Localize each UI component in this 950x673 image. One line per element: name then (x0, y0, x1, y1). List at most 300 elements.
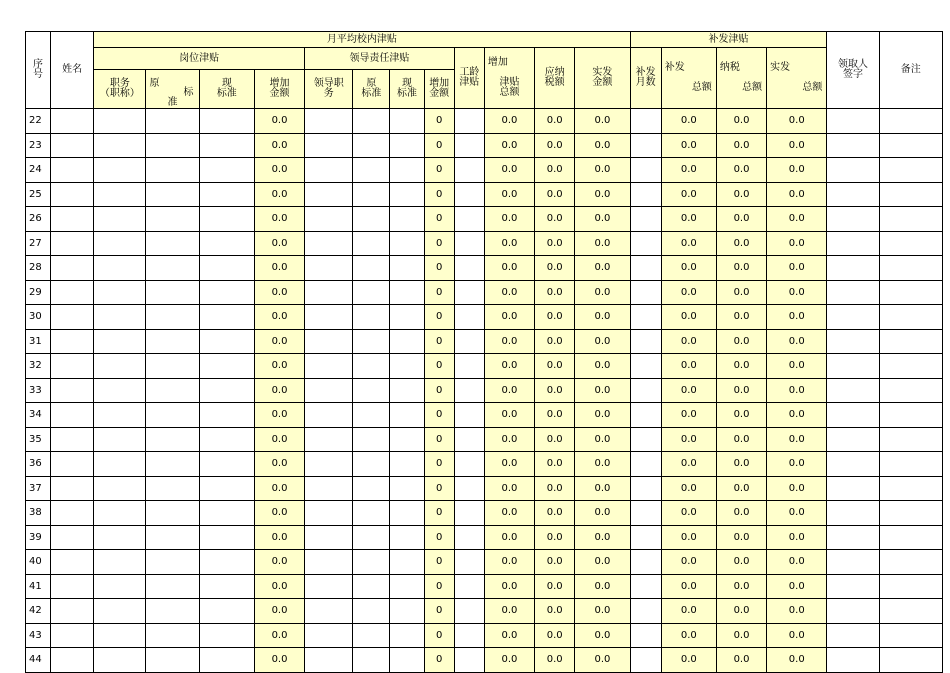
cell-taxable: 0.0 (535, 231, 575, 256)
cell-leader-current[interactable] (390, 182, 424, 207)
cell-leader-position[interactable] (305, 648, 353, 673)
cell-leader-orig[interactable] (353, 403, 390, 428)
cell-backpay-months[interactable] (630, 158, 661, 183)
cell-post-rank[interactable] (94, 427, 146, 452)
cell-backpay-total: 0.0 (661, 109, 716, 134)
cell-backpay-months[interactable] (630, 525, 661, 550)
cell-post-rank[interactable] (94, 574, 146, 599)
cell-post-orig[interactable] (146, 623, 199, 648)
cell-backpay-months[interactable] (630, 182, 661, 207)
cell-name[interactable] (51, 133, 94, 158)
cell-signature[interactable] (827, 525, 879, 550)
cell-actual: 0.0 (575, 623, 630, 648)
cell-backpay-months[interactable] (630, 305, 661, 330)
cell-tax-total: 0.0 (716, 550, 766, 575)
cell-remarks[interactable] (879, 648, 942, 673)
cell-post-orig[interactable] (146, 207, 199, 232)
cell-remarks[interactable] (879, 158, 942, 183)
cell-leader-current[interactable] (390, 231, 424, 256)
cell-name[interactable] (51, 550, 94, 575)
cell-leader-position[interactable] (305, 574, 353, 599)
cell-leader-orig[interactable] (353, 623, 390, 648)
cell-actual: 0.0 (575, 648, 630, 673)
cell-actual-total: 0.0 (767, 623, 827, 648)
cell-seniority[interactable] (454, 574, 484, 599)
cell-leader-current[interactable] (390, 378, 424, 403)
cell-post-orig[interactable] (146, 378, 199, 403)
cell-signature[interactable] (827, 427, 879, 452)
cell-leader-position[interactable] (305, 329, 353, 354)
cell-seniority[interactable] (454, 329, 484, 354)
cell-remarks[interactable] (879, 280, 942, 305)
cell-signature[interactable] (827, 207, 879, 232)
cell-leader-current[interactable] (390, 623, 424, 648)
cell-backpay-total: 0.0 (661, 182, 716, 207)
cell-post-orig[interactable] (146, 599, 199, 624)
cell-name[interactable] (51, 648, 94, 673)
cell-backpay-months[interactable] (630, 280, 661, 305)
cell-backpay-months[interactable] (630, 256, 661, 281)
cell-post-orig[interactable] (146, 476, 199, 501)
cell-remarks[interactable] (879, 231, 942, 256)
cell-post-current[interactable] (199, 378, 254, 403)
cell-post-rank[interactable] (94, 501, 146, 526)
cell-name[interactable] (51, 329, 94, 354)
cell-leader-orig[interactable] (353, 648, 390, 673)
cell-backpay-months[interactable] (630, 550, 661, 575)
cell-post-current[interactable] (199, 452, 254, 477)
cell-name[interactable] (51, 256, 94, 281)
cell-signature[interactable] (827, 231, 879, 256)
cell-leader-position[interactable] (305, 599, 353, 624)
cell-name[interactable] (51, 354, 94, 379)
cell-signature[interactable] (827, 648, 879, 673)
cell-post-current[interactable] (199, 207, 254, 232)
cell-taxable: 0.0 (535, 305, 575, 330)
cell-post-current[interactable] (199, 256, 254, 281)
cell-signature[interactable] (827, 501, 879, 526)
cell-leader-position[interactable] (305, 256, 353, 281)
cell-leader-current[interactable] (390, 452, 424, 477)
cell-actual: 0.0 (575, 403, 630, 428)
cell-leader-orig[interactable] (353, 256, 390, 281)
cell-post-rank[interactable] (94, 648, 146, 673)
cell-backpay-months[interactable] (630, 109, 661, 134)
header-post-orig-c: 准 (167, 97, 178, 109)
cell-backpay-months[interactable] (630, 231, 661, 256)
cell-post-orig[interactable] (146, 550, 199, 575)
cell-backpay-months[interactable] (630, 574, 661, 599)
cell-seniority[interactable] (454, 133, 484, 158)
cell-post-increase: 0.0 (254, 158, 304, 183)
cell-post-orig[interactable] (146, 648, 199, 673)
cell-actual-total: 0.0 (767, 329, 827, 354)
cell-signature[interactable] (827, 354, 879, 379)
cell-post-orig[interactable] (146, 403, 199, 428)
cell-seniority[interactable] (454, 427, 484, 452)
cell-increase-total: 0.0 (484, 109, 534, 134)
cell-actual-total: 0.0 (767, 476, 827, 501)
cell-leader-current[interactable] (390, 648, 424, 673)
cell-tax-total: 0.0 (716, 476, 766, 501)
header-post-orig-a: 原 (149, 78, 160, 90)
cell-seniority[interactable] (454, 305, 484, 330)
cell-backpay-months[interactable] (630, 329, 661, 354)
cell-post-rank[interactable] (94, 158, 146, 183)
cell-leader-orig[interactable] (353, 109, 390, 134)
cell-seq: 39 (26, 525, 51, 550)
cell-seniority[interactable] (454, 207, 484, 232)
cell-post-current[interactable] (199, 574, 254, 599)
cell-name[interactable] (51, 305, 94, 330)
cell-post-orig[interactable] (146, 256, 199, 281)
cell-leader-position[interactable] (305, 550, 353, 575)
cell-remarks[interactable] (879, 574, 942, 599)
cell-post-current[interactable] (199, 623, 254, 648)
cell-leader-position[interactable] (305, 207, 353, 232)
cell-post-increase: 0.0 (254, 207, 304, 232)
cell-post-current[interactable] (199, 550, 254, 575)
cell-name[interactable] (51, 452, 94, 477)
cell-leader-orig[interactable] (353, 525, 390, 550)
cell-post-rank[interactable] (94, 403, 146, 428)
cell-name[interactable] (51, 378, 94, 403)
cell-name[interactable] (51, 158, 94, 183)
cell-name[interactable] (51, 403, 94, 428)
cell-leader-position[interactable] (305, 305, 353, 330)
cell-post-orig[interactable] (146, 452, 199, 477)
cell-post-orig[interactable] (146, 427, 199, 452)
cell-post-current[interactable] (199, 403, 254, 428)
cell-leader-position[interactable] (305, 354, 353, 379)
cell-actual-total: 0.0 (767, 403, 827, 428)
cell-signature[interactable] (827, 305, 879, 330)
cell-post-rank[interactable] (94, 133, 146, 158)
cell-leader-position[interactable] (305, 182, 353, 207)
cell-post-orig[interactable] (146, 525, 199, 550)
cell-remarks[interactable] (879, 452, 942, 477)
cell-name[interactable] (51, 207, 94, 232)
cell-actual-total: 0.0 (767, 231, 827, 256)
cell-post-rank[interactable] (94, 525, 146, 550)
cell-post-current[interactable] (199, 133, 254, 158)
cell-seniority[interactable] (454, 280, 484, 305)
cell-signature[interactable] (827, 623, 879, 648)
cell-post-rank[interactable] (94, 599, 146, 624)
cell-post-current[interactable] (199, 427, 254, 452)
cell-remarks[interactable] (879, 133, 942, 158)
cell-remarks[interactable] (879, 207, 942, 232)
cell-signature[interactable] (827, 452, 879, 477)
cell-leader-orig[interactable] (353, 452, 390, 477)
cell-leader-position[interactable] (305, 133, 353, 158)
cell-seq: 30 (26, 305, 51, 330)
cell-signature[interactable] (827, 476, 879, 501)
cell-backpay-months[interactable] (630, 354, 661, 379)
header-seniority: 工龄 津贴 (454, 48, 484, 109)
cell-post-current[interactable] (199, 525, 254, 550)
header-signature: 领取人 签字 (827, 32, 879, 109)
cell-leader-position[interactable] (305, 280, 353, 305)
allowance-sheet (25, 31, 943, 673)
table-row (26, 501, 943, 526)
cell-post-orig[interactable] (146, 354, 199, 379)
cell-post-rank[interactable] (94, 231, 146, 256)
cell-leader-position[interactable] (305, 525, 353, 550)
cell-leader-current[interactable] (390, 207, 424, 232)
cell-post-orig[interactable] (146, 231, 199, 256)
cell-leader-current[interactable] (390, 476, 424, 501)
cell-leader-orig[interactable] (353, 599, 390, 624)
cell-leader-orig[interactable] (353, 378, 390, 403)
cell-post-orig[interactable] (146, 329, 199, 354)
cell-seniority[interactable] (454, 256, 484, 281)
cell-seniority[interactable] (454, 378, 484, 403)
cell-remarks[interactable] (879, 427, 942, 452)
cell-signature[interactable] (827, 133, 879, 158)
cell-backpay-months[interactable] (630, 648, 661, 673)
cell-post-orig[interactable] (146, 133, 199, 158)
cell-remarks[interactable] (879, 550, 942, 575)
cell-seniority[interactable] (454, 231, 484, 256)
cell-signature[interactable] (827, 599, 879, 624)
cell-seniority[interactable] (454, 109, 484, 134)
cell-post-current[interactable] (199, 231, 254, 256)
cell-backpay-months[interactable] (630, 207, 661, 232)
cell-backpay-months[interactable] (630, 452, 661, 477)
cell-post-rank[interactable] (94, 305, 146, 330)
cell-signature[interactable] (827, 158, 879, 183)
cell-leader-current[interactable] (390, 574, 424, 599)
cell-seniority[interactable] (454, 550, 484, 575)
cell-backpay-months[interactable] (630, 133, 661, 158)
cell-leader-current[interactable] (390, 329, 424, 354)
cell-post-current[interactable] (199, 501, 254, 526)
cell-seniority[interactable] (454, 403, 484, 428)
cell-post-orig[interactable] (146, 109, 199, 134)
cell-post-rank[interactable] (94, 207, 146, 232)
cell-signature[interactable] (827, 256, 879, 281)
cell-leader-current[interactable] (390, 158, 424, 183)
cell-backpay-months[interactable] (630, 599, 661, 624)
cell-name[interactable] (51, 574, 94, 599)
cell-leader-current[interactable] (390, 525, 424, 550)
cell-signature[interactable] (827, 280, 879, 305)
cell-leader-orig[interactable] (353, 574, 390, 599)
cell-post-current[interactable] (199, 305, 254, 330)
cell-leader-position[interactable] (305, 452, 353, 477)
cell-remarks[interactable] (879, 182, 942, 207)
cell-leader-position[interactable] (305, 427, 353, 452)
cell-leader-orig[interactable] (353, 501, 390, 526)
cell-name[interactable] (51, 231, 94, 256)
cell-post-orig[interactable] (146, 574, 199, 599)
cell-post-increase: 0.0 (254, 231, 304, 256)
cell-backpay-months[interactable] (630, 378, 661, 403)
cell-actual-total: 0.0 (767, 648, 827, 673)
cell-leader-orig[interactable] (353, 280, 390, 305)
cell-post-orig[interactable] (146, 158, 199, 183)
cell-leader-current[interactable] (390, 550, 424, 575)
cell-post-current[interactable] (199, 158, 254, 183)
cell-seniority[interactable] (454, 599, 484, 624)
cell-seniority[interactable] (454, 354, 484, 379)
cell-leader-position[interactable] (305, 476, 353, 501)
cell-post-current[interactable] (199, 354, 254, 379)
cell-name[interactable] (51, 280, 94, 305)
cell-name[interactable] (51, 427, 94, 452)
cell-leader-orig[interactable] (353, 476, 390, 501)
cell-remarks[interactable] (879, 501, 942, 526)
cell-seq: 25 (26, 182, 51, 207)
cell-name[interactable] (51, 109, 94, 134)
cell-backpay-total: 0.0 (661, 648, 716, 673)
cell-leader-position[interactable] (305, 378, 353, 403)
cell-leader-position[interactable] (305, 623, 353, 648)
cell-remarks[interactable] (879, 378, 942, 403)
cell-actual: 0.0 (575, 158, 630, 183)
cell-post-current[interactable] (199, 476, 254, 501)
cell-post-rank[interactable] (94, 452, 146, 477)
cell-leader-increase: 0 (424, 648, 454, 673)
cell-post-orig[interactable] (146, 305, 199, 330)
cell-name[interactable] (51, 182, 94, 207)
cell-remarks[interactable] (879, 329, 942, 354)
cell-seq: 23 (26, 133, 51, 158)
cell-post-rank[interactable] (94, 256, 146, 281)
cell-post-rank[interactable] (94, 623, 146, 648)
cell-backpay-months[interactable] (630, 623, 661, 648)
cell-post-current[interactable] (199, 182, 254, 207)
cell-taxable: 0.0 (535, 280, 575, 305)
header-post-current: 现 标准 (199, 70, 254, 109)
cell-post-orig[interactable] (146, 280, 199, 305)
cell-seniority[interactable] (454, 476, 484, 501)
cell-post-rank[interactable] (94, 476, 146, 501)
cell-post-increase: 0.0 (254, 648, 304, 673)
cell-seniority[interactable] (454, 452, 484, 477)
cell-leader-current[interactable] (390, 256, 424, 281)
cell-signature[interactable] (827, 403, 879, 428)
cell-leader-position[interactable] (305, 158, 353, 183)
cell-post-current[interactable] (199, 329, 254, 354)
cell-seniority[interactable] (454, 648, 484, 673)
cell-leader-current[interactable] (390, 354, 424, 379)
cell-post-current[interactable] (199, 280, 254, 305)
cell-leader-position[interactable] (305, 109, 353, 134)
cell-post-current[interactable] (199, 648, 254, 673)
cell-post-rank[interactable] (94, 182, 146, 207)
cell-leader-orig[interactable] (353, 305, 390, 330)
cell-actual: 0.0 (575, 574, 630, 599)
cell-name[interactable] (51, 476, 94, 501)
cell-signature[interactable] (827, 329, 879, 354)
cell-leader-orig[interactable] (353, 354, 390, 379)
cell-leader-current[interactable] (390, 280, 424, 305)
cell-leader-current[interactable] (390, 305, 424, 330)
cell-post-orig[interactable] (146, 182, 199, 207)
cell-remarks[interactable] (879, 354, 942, 379)
cell-name[interactable] (51, 599, 94, 624)
cell-seniority[interactable] (454, 623, 484, 648)
cell-seniority[interactable] (454, 501, 484, 526)
cell-leader-current[interactable] (390, 427, 424, 452)
cell-signature[interactable] (827, 182, 879, 207)
cell-post-rank[interactable] (94, 378, 146, 403)
cell-leader-current[interactable] (390, 109, 424, 134)
cell-leader-orig[interactable] (353, 133, 390, 158)
cell-remarks[interactable] (879, 403, 942, 428)
cell-remarks[interactable] (879, 623, 942, 648)
cell-name[interactable] (51, 525, 94, 550)
cell-leader-current[interactable] (390, 133, 424, 158)
cell-increase-total: 0.0 (484, 403, 534, 428)
cell-post-increase: 0.0 (254, 476, 304, 501)
cell-leader-orig[interactable] (353, 207, 390, 232)
table-row (26, 305, 943, 330)
table-row (26, 231, 943, 256)
cell-post-orig[interactable] (146, 501, 199, 526)
cell-leader-orig[interactable] (353, 231, 390, 256)
cell-signature[interactable] (827, 550, 879, 575)
cell-leader-increase: 0 (424, 354, 454, 379)
cell-remarks[interactable] (879, 525, 942, 550)
cell-leader-orig[interactable] (353, 427, 390, 452)
cell-leader-orig[interactable] (353, 158, 390, 183)
cell-seniority[interactable] (454, 158, 484, 183)
cell-backpay-months[interactable] (630, 501, 661, 526)
cell-backpay-months[interactable] (630, 427, 661, 452)
cell-backpay-months[interactable] (630, 476, 661, 501)
cell-remarks[interactable] (879, 476, 942, 501)
cell-leader-current[interactable] (390, 403, 424, 428)
cell-post-rank[interactable] (94, 550, 146, 575)
cell-post-current[interactable] (199, 599, 254, 624)
cell-remarks[interactable] (879, 599, 942, 624)
header-increase-total (484, 48, 534, 109)
cell-post-rank[interactable] (94, 354, 146, 379)
cell-remarks[interactable] (879, 109, 942, 134)
cell-leader-position[interactable] (305, 231, 353, 256)
cell-backpay-months[interactable] (630, 403, 661, 428)
cell-leader-position[interactable] (305, 403, 353, 428)
cell-leader-position[interactable] (305, 501, 353, 526)
cell-name[interactable] (51, 501, 94, 526)
cell-post-rank[interactable] (94, 109, 146, 134)
cell-leader-orig[interactable] (353, 550, 390, 575)
cell-leader-orig[interactable] (353, 329, 390, 354)
cell-seq: 29 (26, 280, 51, 305)
cell-leader-orig[interactable] (353, 182, 390, 207)
cell-remarks[interactable] (879, 256, 942, 281)
cell-leader-current[interactable] (390, 599, 424, 624)
cell-signature[interactable] (827, 574, 879, 599)
cell-signature[interactable] (827, 109, 879, 134)
cell-post-current[interactable] (199, 109, 254, 134)
cell-leader-current[interactable] (390, 501, 424, 526)
cell-post-increase: 0.0 (254, 599, 304, 624)
cell-tax-total: 0.0 (716, 427, 766, 452)
cell-seniority[interactable] (454, 182, 484, 207)
cell-post-rank[interactable] (94, 280, 146, 305)
cell-seq: 38 (26, 501, 51, 526)
cell-seniority[interactable] (454, 525, 484, 550)
cell-post-rank[interactable] (94, 329, 146, 354)
cell-name[interactable] (51, 623, 94, 648)
cell-remarks[interactable] (879, 305, 942, 330)
cell-actual-total: 0.0 (767, 256, 827, 281)
cell-signature[interactable] (827, 378, 879, 403)
